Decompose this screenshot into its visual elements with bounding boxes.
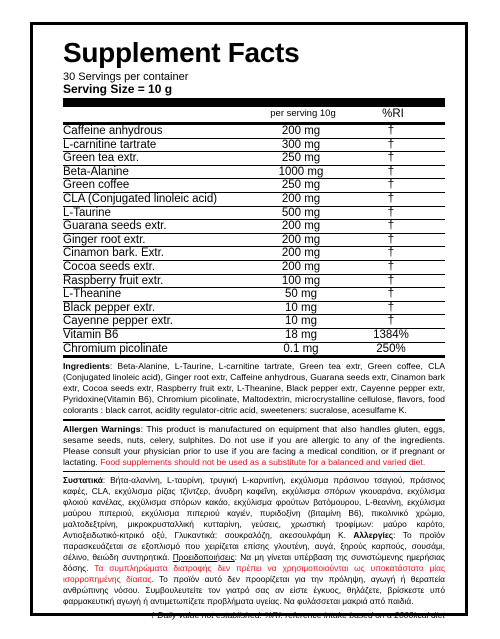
- nutrient-name: Ginger root extr.: [63, 233, 146, 246]
- nutrient-amount: 200 mg: [281, 233, 321, 246]
- nutrient-amount: 10 mg: [285, 315, 317, 328]
- nutrient-amount: 200 mg: [281, 220, 321, 233]
- allergen-text: : This product is manufactured on equipment that also handles gluten, eggs, sesame seeds, nuts, celery, sulphites. Do not use if you are allergic to any of the ingredients. Please consult your physician prior to use if you are facing a medical condition, or if pregnant or lactating.: [63, 423, 445, 467]
- nutrient-row: [63, 274, 445, 288]
- greek-paragraph: [63, 472, 445, 607]
- nutrient-name: Chromium picolinate: [63, 342, 168, 355]
- ingredients-paragraph: [63, 358, 445, 419]
- table-header: [63, 107, 445, 121]
- nutrient-ri: †: [387, 152, 395, 165]
- nutrient-name: Raspberry fruit extr.: [63, 274, 164, 287]
- nutrient-row: [63, 178, 445, 192]
- nutrient-ri: †: [387, 192, 395, 205]
- footnote: † Daily value not established. %RI: reference intake based on a 2000kcal diet: [150, 610, 445, 621]
- servings-per-container: 30 Servings per container: [63, 71, 189, 83]
- nutrient-ri: †: [387, 274, 395, 287]
- nutrient-ri: 250%: [376, 342, 406, 355]
- nutrient-ri: †: [387, 179, 395, 192]
- nutrient-ri: †: [387, 260, 395, 273]
- allergen-paragraph: [63, 421, 445, 471]
- nutrient-name: L-Theanine: [63, 288, 122, 301]
- nutrient-row: [63, 138, 445, 152]
- nutrient-row: [63, 206, 445, 220]
- nutrient-ri: †: [387, 288, 395, 301]
- nutrient-name: Green tea extr.: [63, 152, 140, 165]
- nutrient-ri: †: [387, 220, 395, 233]
- nutrient-amount: 100 mg: [281, 274, 321, 287]
- nutrient-amount: 200 mg: [281, 125, 321, 137]
- nutrient-amount: 50 mg: [285, 288, 317, 301]
- thick-divider: [63, 98, 445, 107]
- nutrient-amount: 200 mg: [281, 247, 321, 260]
- nutrient-ri: †: [387, 165, 395, 178]
- nutrient-name: Cayenne pepper extr.: [63, 315, 173, 328]
- ingredients-text: : Beta-Alanine, L-Taurine, L-carnitine tartrate, Green tea extr, Green coffee, CLA (Conjugated linoleic acid), Ginger root extr, Caffeine anhydrous, Guarana seeds extr, Cinamon bark extr, Cocoa seeds extr, Raspberry fruit extr, L-Theanine, Black pepper extr, Cayenne pepper extr, Pyridoxine(Vitamin B6), Chromium picolinate, Maltodextrin, microcrystalline cellulose, flavors, food colorants : black carrot, acidity regulator-citric acid, sweeteners: sucralose, acesulfame K.: [63, 361, 445, 416]
- nutrient-ri: †: [387, 138, 395, 151]
- greek-allergy-label: Αλλεργίες: [353, 530, 394, 541]
- ingredients-label: Ingredients: [63, 361, 110, 372]
- nutrient-amount: 500 mg: [281, 206, 321, 219]
- nutrient-amount: 250 mg: [281, 152, 321, 165]
- nutrient-name: L-Taurine: [63, 206, 111, 219]
- greek-warning: Τα συμπληρώματα διατροφής δεν πρέπει να χρησιμοποιούνται ως υποκατάστατο μίας ισορροπημένης δίαιτας.: [63, 563, 446, 585]
- nutrient-name: Beta-Alanine: [63, 165, 129, 178]
- nutrient-amount: 200 mg: [281, 260, 321, 273]
- nutrient-row: [63, 301, 445, 315]
- nutrient-ri: †: [387, 247, 395, 260]
- nutrient-name: Guarana seeds extr.: [63, 220, 167, 233]
- per-serving-header: per serving 10g: [270, 108, 336, 119]
- nutrient-row: [63, 233, 445, 247]
- nutrient-amount: 0.1 mg: [283, 342, 319, 355]
- nutrient-name: Caffeine anhydrous: [63, 125, 163, 137]
- greek-ingredients-label: Συστατικά: [63, 475, 103, 486]
- serving-size: Serving Size = 10 g: [63, 82, 173, 96]
- greek-allergy-text: : Το προϊόν παρασκευάζεται σε εξοπλισμό που χειρίζεται επίσης γλουτένη, αυγά, ξηρούς καρπούς, σουσάμι, σέλινο, θειώδη συντηρητικά.: [63, 530, 445, 563]
- greek-caution-text: : Να μη γίνεται υπέρβαση της συνιστώμενης ημερήσιας δόσης.: [63, 552, 446, 574]
- nutrient-name: Vitamin B6: [63, 328, 119, 341]
- nutrient-ri: †: [387, 315, 395, 328]
- label-title: Supplement Facts: [63, 37, 300, 68]
- nutrient-rows: [63, 125, 445, 358]
- nutrient-row: [63, 328, 445, 342]
- nutrient-amount: 18 mg: [285, 328, 317, 341]
- greek-ingredients-text: : Βήτα-αλανίνη, L-ταυρίνη, τρυγική L-καρνιτίνη, εκχύλισμα πράσινου τσαγιού, πράσινος καφές, CLA, εκχύλισμα ρίζας τζίντζερ, άνυδρη καφεΐνη, εκχύλισμα σπόρων γκουαράνα, εκχύλισμα φλοιού κανέλας, εκχύλισμα σπόρων κακάο, εκχύλισμα φρούτων βατόμουρου, L-θεανίνη, εκχύλισμα μαύρου πιπεριού, εκχύλισμα πιπεριού καγιέν, πυριδοξίνη (βιταμίνη B6), πικολινικό χρώμιο, μαλτοδεξτρίνη, μικροκρυσταλλική κυτταρίνη, γεύσεις, χρωστική τροφίμων: μαύρο καρότο, Αντιοξειδωτικό-κιτρικό οξύ, Γλυκαντικά: σουκραλόζη, ακεσουλφάμη Κ.: [63, 475, 445, 541]
- nutrient-amount: 200 mg: [281, 192, 321, 205]
- greek-text-2: Το προϊόν αυτό δεν προορίζεται για την πρόληψη, αγωγή ή θεραπεία ανθρώπινης νόσου. Συμβουλευτείτε τον γιατρό σας αν είστε έγκυος, θηλάζετε, βρίσκεστε υπό φαρμακευτική αγωγή ή αντιμετωπίζετε προβλήματα υγείας. Να φυλάσσεται μακριά από παιδιά.: [63, 574, 446, 607]
- greek-caution-label: Προειδοποιήσεις: [172, 552, 235, 563]
- nutrient-ri: †: [387, 125, 395, 137]
- nutrient-amount: 250 mg: [281, 179, 321, 192]
- nutrient-name: L-carnitine tartrate: [63, 138, 157, 151]
- supplement-facts-label: [30, 22, 468, 621]
- nutrient-name: Green coffee: [63, 179, 130, 192]
- nutrient-row: [63, 287, 445, 301]
- ri-header: %RI: [382, 108, 404, 120]
- nutrient-row: [63, 219, 445, 233]
- nutrient-row: [63, 260, 445, 274]
- nutrient-name: Black pepper extr.: [63, 301, 156, 314]
- nutrient-ri: †: [387, 206, 395, 219]
- nutrient-ri: 1384%: [373, 328, 409, 341]
- nutrient-name: Cocoa seeds extr.: [63, 260, 156, 273]
- nutrient-amount: 10 mg: [285, 301, 317, 314]
- nutrient-row: [63, 125, 445, 138]
- nutrient-row: [63, 342, 445, 356]
- nutrient-row: [63, 314, 445, 328]
- nutrient-amount: 1000 mg: [278, 165, 324, 178]
- nutrient-ri: †: [387, 233, 395, 246]
- allergen-warning: Food supplements should not be used as a substitute for a balanced and varied diet.: [100, 456, 426, 467]
- nutrient-name: CLA (Conjugated linoleic acid): [63, 192, 218, 205]
- nutrient-row: [63, 165, 445, 179]
- allergen-label: Allergen Warnings: [63, 423, 141, 434]
- nutrient-ri: †: [387, 301, 395, 314]
- nutrient-row: [63, 246, 445, 260]
- nutrient-row: [63, 151, 445, 165]
- nutrient-row: [63, 192, 445, 206]
- nutrient-name: Cinamon bark. Extr.: [63, 247, 164, 260]
- nutrient-amount: 300 mg: [281, 138, 321, 151]
